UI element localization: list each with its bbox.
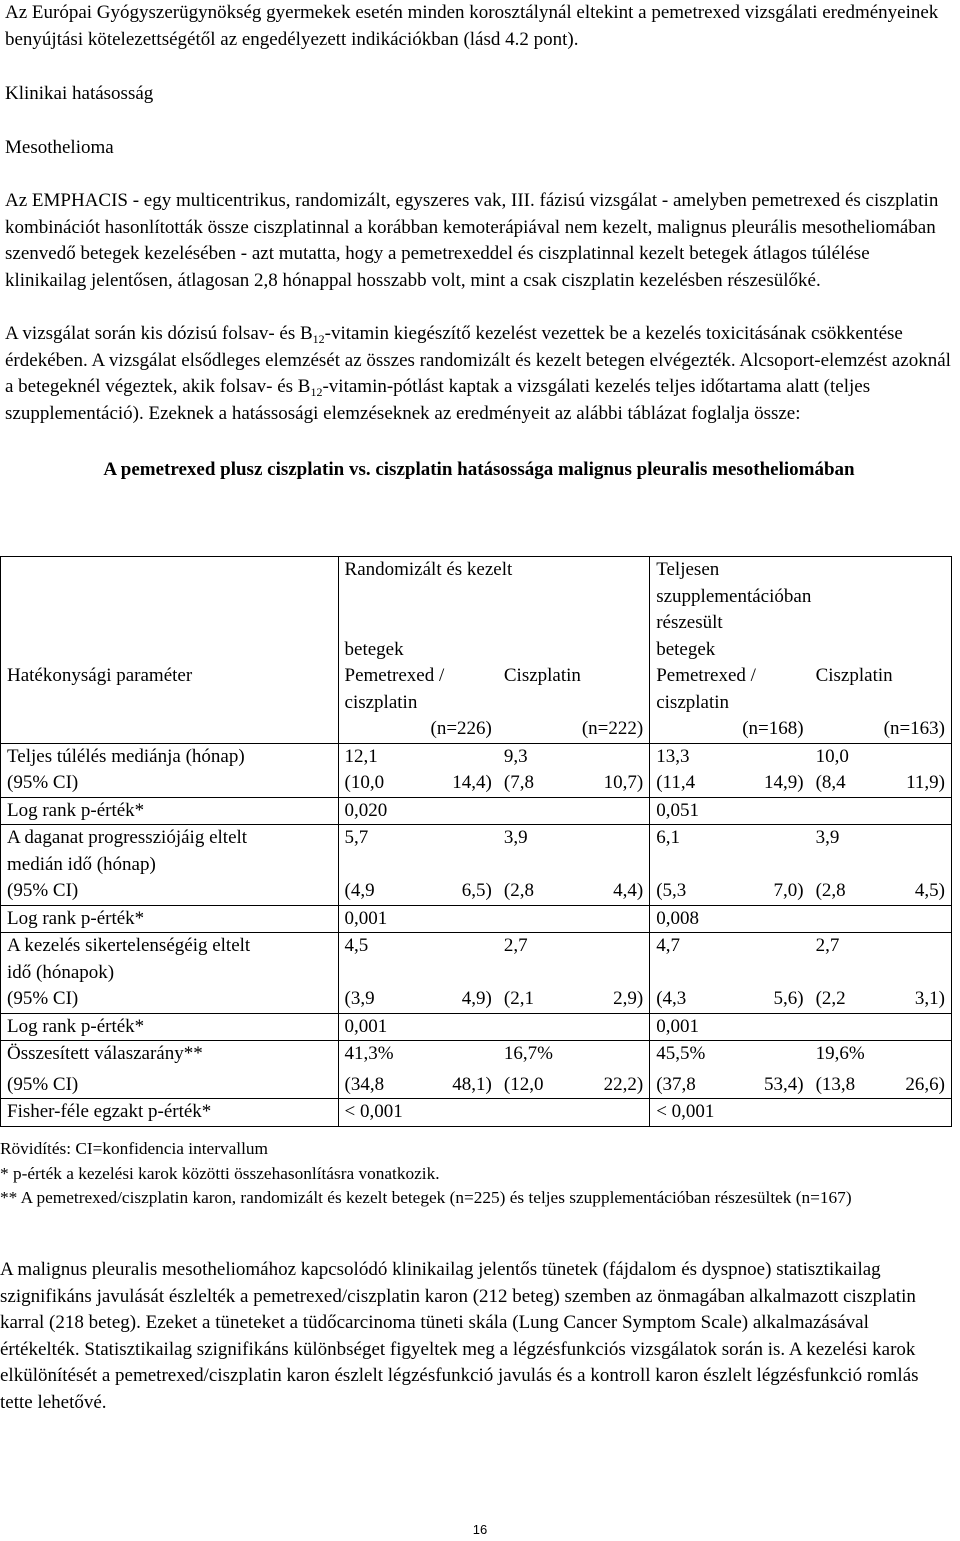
footnote-double-star: ** A pemetrexed/ciszplatin karon, randomizált és kezelt betegek (n=225) és teljes szupplementációban részesültek (n=167) [0, 1188, 852, 1207]
os-c4: 10,0 (8,4 11,9) [810, 743, 952, 797]
col1-label-1: Pemetrexed / [344, 665, 445, 686]
footnote-star: * p-érték a kezelési karok közötti összehasonlításra vonatkozik. [0, 1163, 440, 1183]
ttp-label: A daganat progressziójáig eltelt medián idő (hónap) (95% CI) [1, 825, 339, 906]
table-row-ttf [1, 933, 952, 1014]
logrank-2-b: 0,008 [650, 905, 952, 933]
col3-label-1: Pemetrexed / [656, 665, 756, 686]
ttf-label: A kezelés sikertelenségéig eltelt idő (hónapok) (95% CI) [1, 933, 339, 1014]
col1-header [338, 663, 498, 743]
rr-c2: 16,7% (12,0 22,2) [498, 1041, 650, 1099]
col3-header [650, 663, 810, 743]
col2-header [498, 663, 650, 743]
os-c2: 9,3 (7,8 10,7) [498, 743, 650, 797]
ttp-c1: 5,7 (4,9 6,5) [338, 825, 498, 906]
logrank-2-a: 0,001 [338, 905, 650, 933]
subscript-12-b: 12 [310, 385, 323, 399]
fisher-a: < 0,001 [338, 1099, 650, 1127]
folsav-paragraph [5, 321, 953, 427]
rr-c1: 41,3% (34,8 48,1) [338, 1041, 498, 1099]
logrank-3-label: Log rank p-érték* [1, 1013, 339, 1041]
heading-mesothelioma: Mesothelioma [5, 136, 114, 158]
rr-c4: 19,6% (13,8 26,6) [810, 1041, 952, 1099]
heading-clinical: Klinikai hatásosság [5, 83, 154, 104]
fisher-label: Fisher-féle egzakt p-érték* [1, 1099, 339, 1127]
ttp-c4: 3,9 (2,8 4,5) [810, 825, 952, 906]
logrank-2-label: Log rank p-érték* [1, 905, 339, 933]
group2-label-1: Teljesen [656, 559, 720, 580]
logrank-1-b: 0,051 [650, 797, 952, 825]
table-header-row-1 [1, 557, 952, 664]
intro-paragraph: Az Európai Gyógyszerügynökség gyermekek esetén minden korosztálynál eltekint a pemetrexed vizsgálati eredményeinek benyújtási kötelezettségétől az engedélyezett indikációkban (lásd 4.2 pont). [5, 2, 939, 50]
col4-header [810, 663, 952, 743]
group1-label-2: betegek [344, 638, 404, 660]
folsav-text-b: -vitamin kiegészítő kezelést vezettek be a kezelés toxicitásának csökkentése érdekében. A vizsgálat elsődleges elemzését az összes randomizált és kezelt betegen elvégezték. Alcsoport-elemzést azoknál a betegeknél végeztek, akik folsav- és B [5, 323, 951, 397]
table-row-logrank-1 [1, 797, 952, 825]
emphacis-paragraph: Az EMPHACIS - egy multicentrikus, randomizált, egyszeres vak, III. fázisú vizsgálat - amelyben pemetrexed és ciszplatin kombinációt hasonlították össze ciszplatinnal a korábban kemoterápiával nem kezelt, malignus pleurális mesotheliomában szenvedő betegek kezelésében - azt mutatta, hogy a pemetrexeddel és ciszplatinnal kezelt betegek átlagos túlélése klinikailag jelentősen, átlagosan 2,8 hónappal hosszabb volt, mint a csak ciszplatin kezelésben részesülőké. [5, 190, 939, 291]
footnote-abbreviation: Rövidítés: CI=konfidencia intervallum [0, 1139, 268, 1158]
group2-header [650, 557, 952, 664]
col4-n: (n=163) [883, 718, 945, 739]
ttp-c2: 3,9 (2,8 4,4) [498, 825, 650, 906]
efficacy-table [0, 556, 952, 1127]
logrank-3-a: 0,001 [338, 1013, 650, 1041]
col4-label-1: Ciszplatin [815, 665, 893, 686]
table-row-logrank-3 [1, 1013, 952, 1041]
ttf-c1: 4,5 (3,9 4,9) [338, 933, 498, 1014]
rr-c3: 45,5% (37,8 53,4) [650, 1041, 810, 1099]
col2-n: (n=222) [581, 718, 644, 739]
group1-label-1: Randomizált és kezelt [344, 559, 513, 580]
ttp-c3: 6,1 (5,3 7,0) [650, 825, 810, 906]
os-c3: 13,3 (11,4 14,9) [650, 743, 810, 797]
table-row-logrank-2 [1, 905, 952, 933]
ttf-c4: 2,7 (2,2 3,1) [810, 933, 952, 1014]
fisher-b: < 0,001 [650, 1099, 952, 1127]
closing-paragraph: A malignus pleuralis mesotheliomához kapcsolódó klinikailag jelentős tünetek (fájdalom és dyspnoe) statisztikailag szignifikáns javulását észlelték a pemetrexed/ciszplatin karon (212 beteg) szemben az önmagában alkalmazott ciszplatin karral (218 beteg). Ezeket a tüneteket a tüdőcarcinoma tüneti skála (Lung Cancer Symptom Scale) alkalmazásával értékelték. Statisztikailag szignifikáns különbséget figyeltek meg a légzésfunkciós vizsgálatok során is. A kezelési karok elkülönítését a pemetrexed/ciszplatin karon észlelt légzésfunkció javulás és a kontroll karon észlelt légzésfunkció romlás tette lehetővé. [0, 1259, 919, 1413]
table-title: A pemetrexed plusz ciszplatin vs. ciszplatin hatásossága malignus pleuralis mesotheliomában [103, 459, 855, 480]
group2-label-4: betegek [656, 638, 716, 660]
table-row-fisher [1, 1099, 952, 1127]
closing-paragraph-wrap [0, 1257, 948, 1416]
folsav-text-c: -vitamin-pótlást kaptak a vizsgálati kezelés teljes időtartama alatt (teljes szupplementáció). Ezeknek a hatássosági elemzéseknek az eredményeit az alábbi táblázat foglalja össze: [5, 376, 871, 424]
os-label: Teljes túlélés mediánja (hónap) (95% CI) [1, 743, 339, 797]
table-footnotes [0, 1137, 948, 1211]
logrank-1-label: Log rank p-érték* [1, 797, 339, 825]
table-row-ttp [1, 825, 952, 906]
logrank-3-b: 0,001 [650, 1013, 952, 1041]
subscript-12: 12 [312, 332, 325, 346]
document-page [5, 0, 953, 484]
group2-label-3: részesült [656, 612, 723, 633]
table-row-rr [1, 1041, 952, 1099]
os-c1: 12,1 (10,0 14,4) [338, 743, 498, 797]
col2-label-1: Ciszplatin [503, 665, 581, 686]
ttf-c2: 2,7 (2,1 2,9) [498, 933, 650, 1014]
group2-label-2: szupplementációban [656, 585, 812, 607]
col3-label-2: ciszplatin [656, 691, 730, 713]
rr-label: Összesített válaszarány** (95% CI) [1, 1041, 339, 1099]
col1-n: (n=226) [430, 718, 492, 739]
col1-label-2: ciszplatin [344, 691, 418, 713]
group1-header [338, 557, 650, 664]
param-header: Hatékonysági paraméter [7, 665, 193, 686]
folsav-text-a: A vizsgálat során kis dózisú folsav- és B [5, 323, 313, 344]
param-header-cell [1, 557, 339, 744]
page-number: 16 [472, 1522, 488, 1537]
table-row-os [1, 743, 952, 797]
col3-n: (n=168) [742, 718, 804, 739]
ttf-c3: 4,7 (4,3 5,6) [650, 933, 810, 1014]
logrank-1-a: 0,020 [338, 797, 650, 825]
